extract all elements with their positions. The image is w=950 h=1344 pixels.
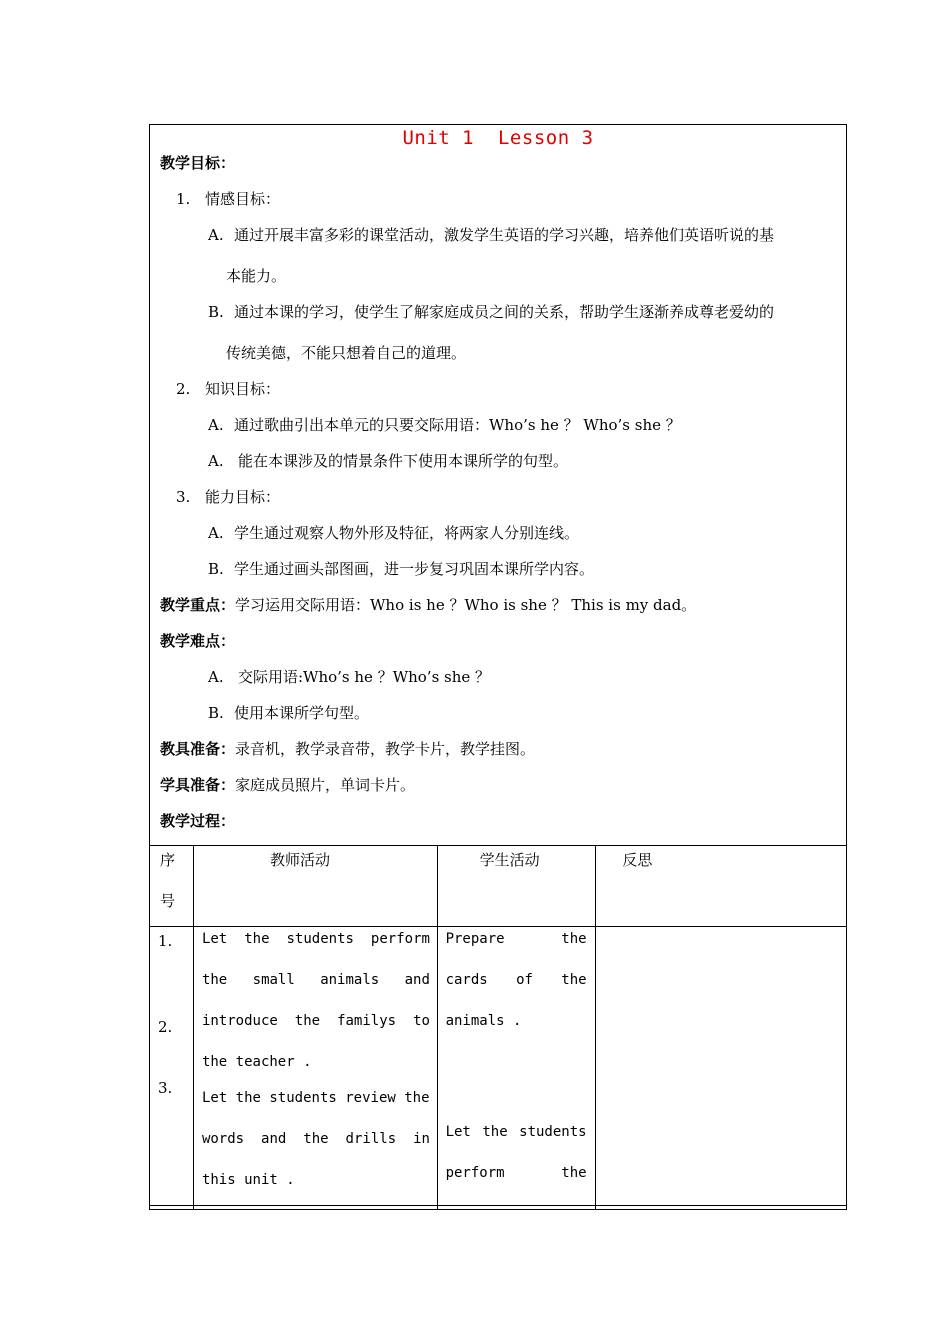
teacher-activity-word: words	[201, 1131, 245, 1147]
ability-b-mark: B.	[208, 560, 224, 578]
teacher-prep-label: 教具准备：	[160, 740, 236, 758]
student-activity-word: the	[561, 972, 587, 988]
header-student	[437, 846, 596, 927]
objective-label-1: 情感目标：	[205, 190, 281, 208]
student-activity-word: Let	[445, 1124, 471, 1140]
lesson-plan	[149, 124, 847, 1206]
emotion-a-mark: A.	[208, 226, 224, 244]
student-activity-word: Prepare	[445, 931, 505, 947]
header-seq	[150, 846, 194, 927]
student-activity-word: perform	[445, 1165, 505, 1181]
teacher-activity-word: Let the students review the	[201, 1090, 430, 1106]
emotion-b-line1: 通过本课的学习，使学生了解家庭成员之间的关系，帮助学生逐渐养成尊老爱幼的	[234, 303, 775, 321]
teacher-activity-line	[202, 1090, 430, 1106]
seq-num-2: 2.	[158, 1018, 173, 1036]
student-activity-line	[446, 1013, 522, 1029]
difficulty-a-mark: A.	[208, 668, 224, 686]
page-title: Unit 1 Lesson 3	[402, 127, 594, 149]
teacher-activity-word: familys	[337, 1013, 397, 1029]
seq-cell	[150, 927, 194, 1210]
header-seq-1: 序	[160, 851, 176, 869]
teacher-activity-line	[202, 972, 430, 988]
student-activity-cell	[437, 927, 596, 1210]
knowledge-a-mark: A.	[208, 416, 224, 434]
student-activity-word: the	[561, 931, 587, 947]
ability-a-mark: A.	[208, 524, 224, 542]
teacher-activity-word: students	[286, 931, 354, 947]
teacher-activity-line	[202, 1131, 430, 1147]
teacher-activity-word: the	[244, 931, 270, 947]
teacher-activity-word: drills	[345, 1131, 397, 1147]
teacher-activity-word: small	[252, 972, 295, 988]
teacher-activity-word: to	[413, 1013, 430, 1029]
table-header-row	[150, 846, 847, 927]
student-activity-line	[446, 1124, 587, 1140]
teacher-activity-word: and	[404, 972, 430, 988]
student-prep-label: 学具准备：	[160, 776, 236, 794]
key-point	[160, 595, 696, 615]
teacher-activity-cell	[193, 927, 437, 1210]
teacher-activity-line	[202, 1172, 295, 1188]
header-reflect	[596, 846, 847, 927]
emotion-a-line2: 本能力。	[226, 267, 287, 285]
knowledge-a-text: 通过歌曲引出本单元的只要交际用语：Who’s he ？ Who’s she ？	[234, 416, 681, 434]
teacher-activity-line	[202, 1013, 430, 1029]
student-activity-word: of	[516, 972, 533, 988]
student-activity-word: the	[561, 1165, 587, 1181]
ability-b-text: 学生通过画头部图画，进一步复习巩固本课所学内容。	[234, 560, 595, 578]
student-activity-word: the	[482, 1124, 508, 1140]
objective-num-1: 1.	[176, 190, 191, 208]
difficulty-label: 教学难点：	[160, 632, 236, 650]
teacher-prep-text: 录音机，教学录音带，教学卡片，教学挂图。	[235, 740, 536, 758]
key-point-text: 学习运用交际用语：Who is he ？Who is she ？ This is my dad。	[235, 596, 697, 614]
knowledge-b-mark: A.	[208, 452, 224, 470]
student-activity-word: students	[519, 1124, 587, 1140]
teacher-activity-word: and	[261, 1131, 287, 1147]
student-prep-text: 家庭成员照片，单词卡片。	[235, 776, 416, 794]
student-activity-line	[446, 1165, 587, 1181]
knowledge-b-text: 能在本课涉及的情景条件下使用本课所学的句型。	[238, 452, 569, 470]
header-teacher-label: 教师活动	[269, 851, 330, 869]
student-prep	[160, 775, 415, 795]
seq-num-3: 3.	[158, 1079, 173, 1097]
student-activity-word: cards	[445, 972, 488, 988]
header-student-label: 学生活动	[479, 851, 540, 869]
key-point-label: 教学重点：	[160, 596, 236, 614]
teacher-activity-word: the	[201, 972, 228, 988]
student-activity-word: animals .	[445, 1013, 522, 1029]
teacher-activity-word: Let	[201, 931, 228, 947]
student-activity-line	[446, 931, 587, 947]
header-seq-2: 号	[160, 892, 176, 910]
difficulty-b-mark: B.	[208, 704, 224, 722]
teacher-activity-line	[202, 1054, 312, 1070]
teacher-prep	[160, 739, 535, 759]
teacher-activity-word: the teacher .	[201, 1054, 312, 1070]
objective-num-2: 2.	[176, 380, 191, 398]
emotion-a-line1: 通过开展丰富多彩的课堂活动，激发学生英语的学习兴趣，培养他们英语听说的基	[234, 226, 775, 244]
seq-num-1: 1.	[158, 932, 173, 950]
emotion-b-mark: B.	[208, 303, 224, 321]
ability-a-text: 学生通过观察人物外形及特征，将两家人分别连线。	[234, 524, 580, 542]
objective-label-2: 知识目标：	[205, 380, 281, 398]
difficulty-b-text: 使用本课所学句型。	[234, 704, 370, 722]
teacher-activity-word: perform	[370, 931, 430, 947]
process-table	[149, 845, 847, 1210]
table-row	[150, 927, 847, 1210]
teacher-activity-word: in	[413, 1131, 430, 1147]
student-activity-line	[446, 972, 587, 988]
teacher-activity-word: introduce	[201, 1013, 278, 1029]
header-teacher	[193, 846, 437, 927]
objectives-heading: 教学目标：	[160, 154, 236, 172]
teacher-activity-word: this unit .	[201, 1172, 295, 1188]
objective-num-3: 3.	[176, 488, 191, 506]
header-reflect-label: 反思	[622, 851, 653, 869]
difficulty-a-text: 交际用语:Who’s he ？Who’s she ？	[238, 668, 491, 686]
emotion-b-line2: 传统美德，不能只想着自己的道理。	[226, 344, 467, 362]
reflect-cell	[596, 927, 847, 1210]
teacher-activity-word: the	[294, 1013, 321, 1029]
teacher-activity-line	[202, 931, 430, 947]
objective-label-3: 能力目标：	[205, 488, 281, 506]
teacher-activity-word: animals	[320, 972, 380, 988]
process-label: 教学过程：	[160, 812, 236, 830]
teacher-activity-word: the	[303, 1131, 329, 1147]
